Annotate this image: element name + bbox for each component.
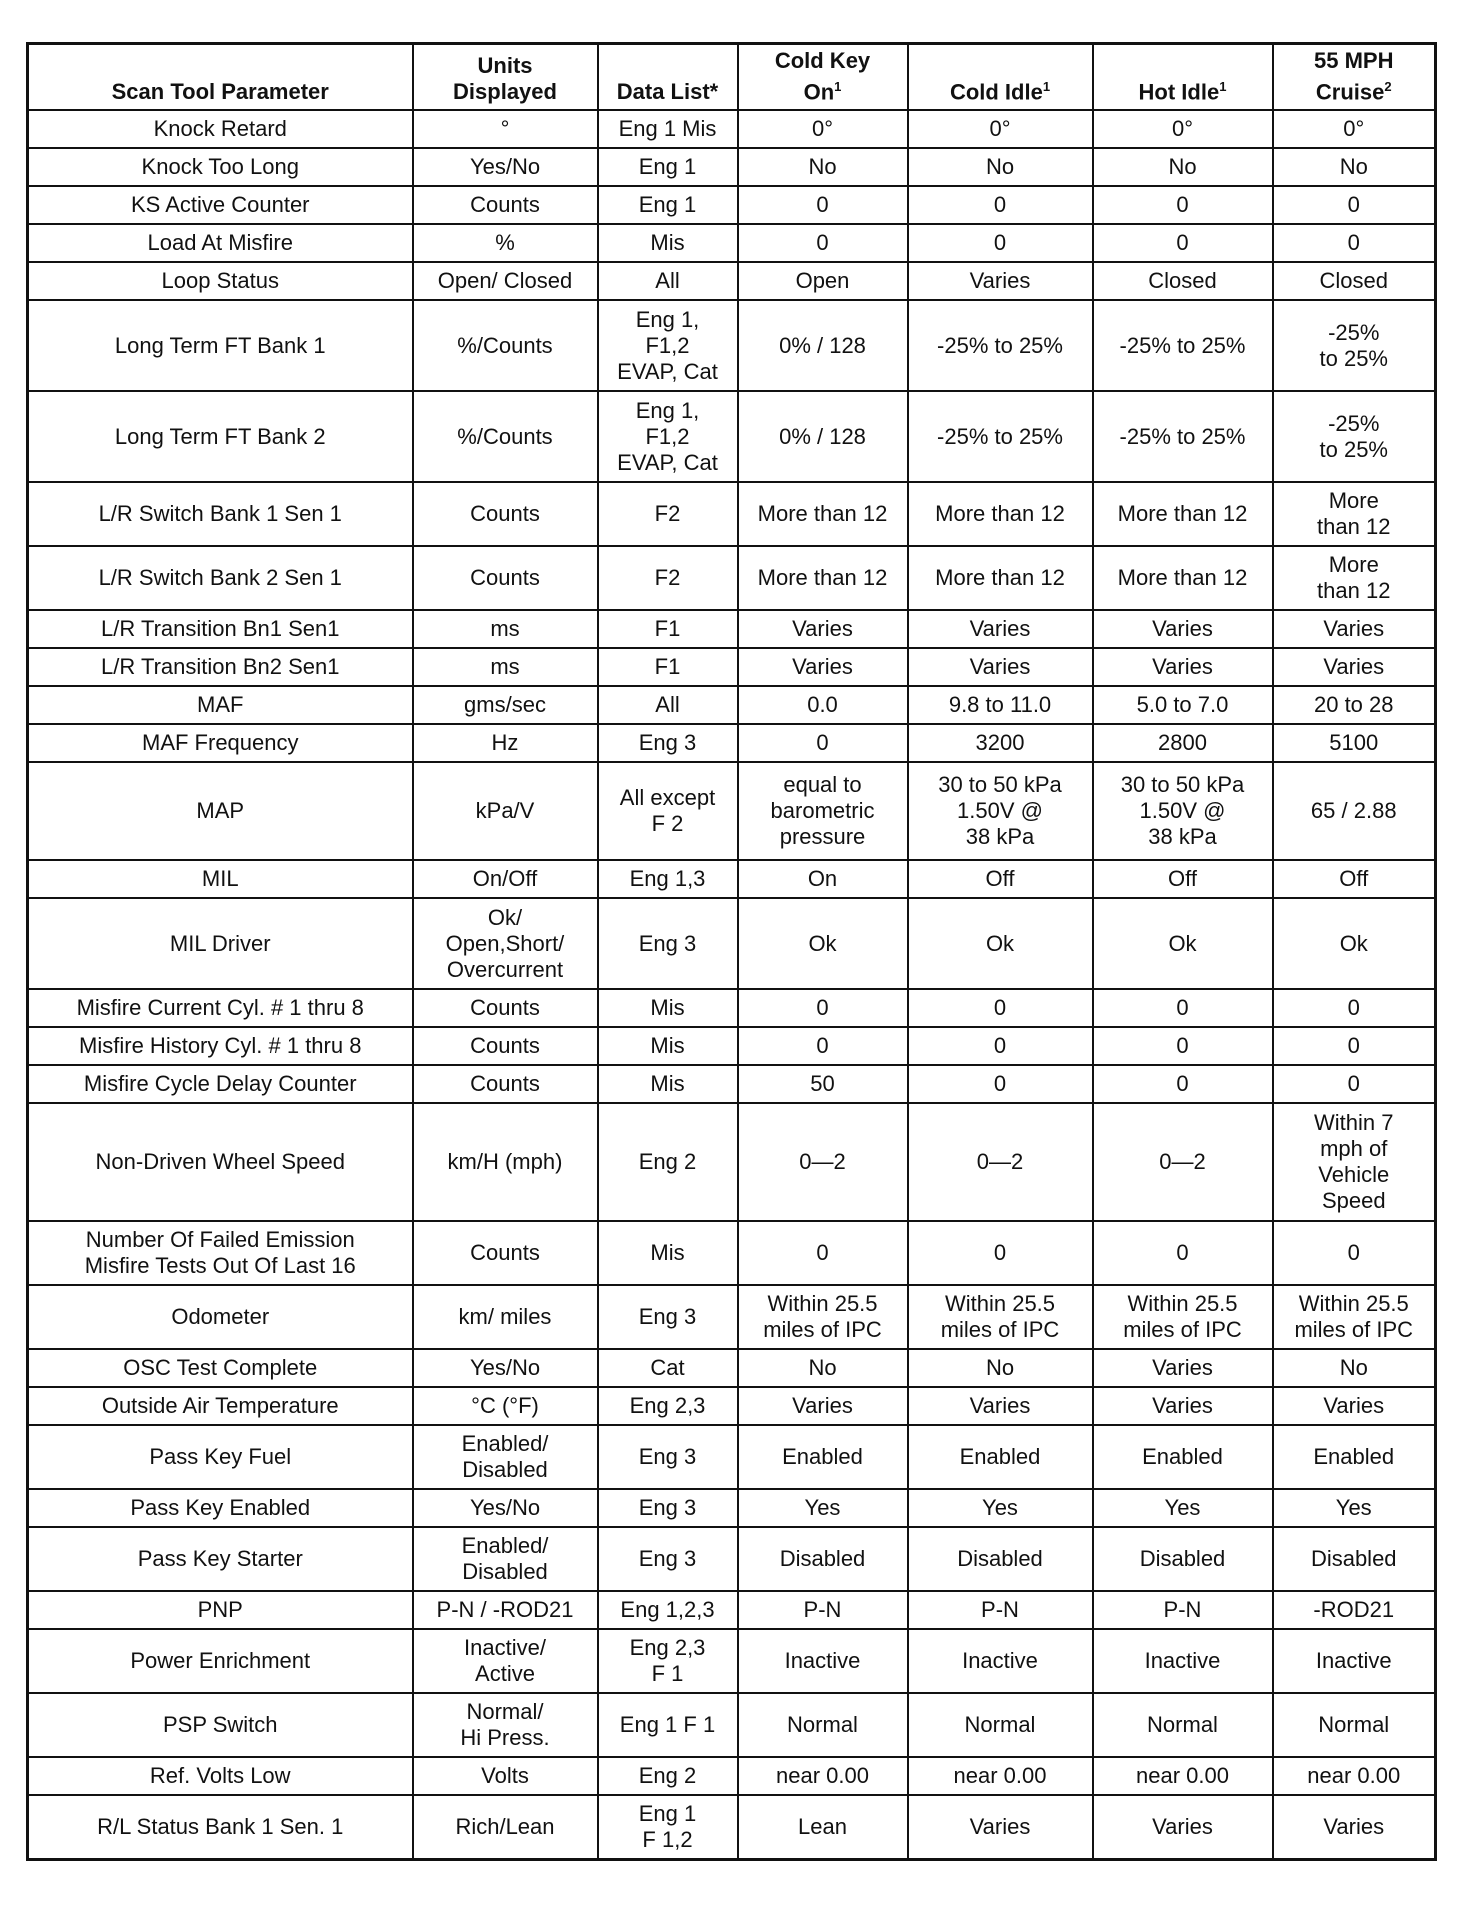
header-units-displayed: [413, 44, 598, 111]
cold-idle-cell: 0: [908, 186, 1093, 224]
table-row: [28, 1103, 1436, 1221]
cold-key-on-cell: Normal: [738, 1693, 908, 1757]
data-list-cell: Eng 1: [598, 186, 738, 224]
cruise-cell: 0: [1273, 186, 1436, 224]
hot-idle-cell: Off: [1093, 860, 1273, 898]
data-list-cell: Eng 3: [598, 724, 738, 762]
header-55-mph-cruise: [1273, 44, 1436, 111]
cruise-cell: Ok: [1273, 898, 1436, 989]
units-cell: ms: [413, 648, 598, 686]
header-label: Units Displayed: [453, 53, 557, 104]
parameter-cell: Pass Key Enabled: [28, 1489, 413, 1527]
units-cell: Yes/No: [413, 148, 598, 186]
table-row: [28, 762, 1436, 860]
cruise-cell: Yes: [1273, 1489, 1436, 1527]
hot-idle-cell: 2800: [1093, 724, 1273, 762]
parameter-cell: Knock Retard: [28, 110, 413, 148]
data-list-cell: F2: [598, 482, 738, 546]
cold-idle-cell: Disabled: [908, 1527, 1093, 1591]
cruise-cell: Enabled: [1273, 1425, 1436, 1489]
hot-idle-cell: 30 to 50 kPa 1.50V @ 38 kPa: [1093, 762, 1273, 860]
parameter-cell: Misfire Cycle Delay Counter: [28, 1065, 413, 1103]
cold-key-on-cell: On: [738, 860, 908, 898]
scan-tool-data-sheet: [26, 42, 1437, 1861]
units-cell: Enabled/ Disabled: [413, 1425, 598, 1489]
table-row: [28, 989, 1436, 1027]
cruise-cell: Varies: [1273, 1387, 1436, 1425]
cruise-cell: Disabled: [1273, 1527, 1436, 1591]
cold-key-on-cell: 0% / 128: [738, 391, 908, 482]
table-row: [28, 860, 1436, 898]
hot-idle-cell: More than 12: [1093, 546, 1273, 610]
cold-idle-cell: 30 to 50 kPa 1.50V @ 38 kPa: [908, 762, 1093, 860]
parameter-cell: Pass Key Fuel: [28, 1425, 413, 1489]
data-list-cell: Eng 1 F 1,2: [598, 1795, 738, 1859]
hot-idle-cell: 0: [1093, 1221, 1273, 1285]
hot-idle-cell: No: [1093, 148, 1273, 186]
data-list-cell: Eng 2,3: [598, 1387, 738, 1425]
units-cell: Hz: [413, 724, 598, 762]
units-cell: Counts: [413, 1065, 598, 1103]
units-cell: Yes/No: [413, 1349, 598, 1387]
table-row: [28, 724, 1436, 762]
cruise-cell: 0: [1273, 224, 1436, 262]
cold-key-on-cell: 0: [738, 186, 908, 224]
cold-key-on-cell: Inactive: [738, 1629, 908, 1693]
cold-key-on-cell: Varies: [738, 610, 908, 648]
hot-idle-cell: 0: [1093, 1027, 1273, 1065]
units-cell: Counts: [413, 1221, 598, 1285]
cold-idle-cell: More than 12: [908, 482, 1093, 546]
cold-idle-cell: P-N: [908, 1591, 1093, 1629]
cold-idle-cell: 0: [908, 1065, 1093, 1103]
hot-idle-cell: 0: [1093, 186, 1273, 224]
cold-idle-cell: Inactive: [908, 1629, 1093, 1693]
cold-key-on-cell: Yes: [738, 1489, 908, 1527]
cold-key-on-cell: 0.0: [738, 686, 908, 724]
table-row: [28, 1027, 1436, 1065]
cold-idle-cell: Varies: [908, 648, 1093, 686]
cold-key-on-cell: More than 12: [738, 546, 908, 610]
cruise-cell: Varies: [1273, 648, 1436, 686]
cruise-cell: 5100: [1273, 724, 1436, 762]
hot-idle-cell: P-N: [1093, 1591, 1273, 1629]
units-cell: km/ miles: [413, 1285, 598, 1349]
cruise-cell: -25% to 25%: [1273, 391, 1436, 482]
table-row: [28, 610, 1436, 648]
header-label: Cold Key On: [774, 47, 871, 104]
data-list-cell: Eng 2: [598, 1757, 738, 1795]
cold-idle-cell: 0: [908, 1221, 1093, 1285]
data-list-cell: Mis: [598, 989, 738, 1027]
cruise-cell: 0°: [1273, 110, 1436, 148]
cold-key-on-cell: 0: [738, 224, 908, 262]
table-row: [28, 1349, 1436, 1387]
table-row: [28, 1425, 1436, 1489]
cold-key-on-cell: No: [738, 148, 908, 186]
data-list-cell: All: [598, 262, 738, 300]
parameter-cell: KS Active Counter: [28, 186, 413, 224]
cruise-cell: -ROD21: [1273, 1591, 1436, 1629]
header-scan-tool-parameter: [28, 44, 413, 111]
header-hot-idle: [1093, 44, 1273, 111]
cold-idle-cell: No: [908, 148, 1093, 186]
cold-idle-cell: Varies: [908, 610, 1093, 648]
cold-idle-cell: Ok: [908, 898, 1093, 989]
data-list-cell: Eng 3: [598, 898, 738, 989]
table-row: [28, 898, 1436, 989]
cold-key-on-cell: Disabled: [738, 1527, 908, 1591]
hot-idle-cell: 0°: [1093, 110, 1273, 148]
units-cell: Counts: [413, 186, 598, 224]
table-row: [28, 1221, 1436, 1285]
data-list-cell: Cat: [598, 1349, 738, 1387]
table-row: [28, 300, 1436, 391]
table-row: [28, 262, 1436, 300]
cruise-cell: Closed: [1273, 262, 1436, 300]
cruise-cell: No: [1273, 148, 1436, 186]
header-label: Data List*: [616, 79, 719, 104]
parameter-cell: Power Enrichment: [28, 1629, 413, 1693]
cold-key-on-cell: equal to barometric pressure: [738, 762, 908, 860]
parameter-cell: Odometer: [28, 1285, 413, 1349]
parameter-cell: MAF Frequency: [28, 724, 413, 762]
cruise-cell: 0: [1273, 1221, 1436, 1285]
cruise-cell: Within 25.5 miles of IPC: [1273, 1285, 1436, 1349]
footnote-marker: 2: [1384, 78, 1392, 94]
units-cell: °: [413, 110, 598, 148]
data-list-cell: F2: [598, 546, 738, 610]
units-cell: Counts: [413, 1027, 598, 1065]
cold-key-on-cell: Varies: [738, 648, 908, 686]
hot-idle-cell: Ok: [1093, 898, 1273, 989]
cold-idle-cell: Varies: [908, 1387, 1093, 1425]
table-row: [28, 1629, 1436, 1693]
data-list-cell: Eng 2,3 F 1: [598, 1629, 738, 1693]
data-list-cell: Eng 1, F1,2 EVAP, Cat: [598, 300, 738, 391]
parameter-cell: Long Term FT Bank 1: [28, 300, 413, 391]
hot-idle-cell: Normal: [1093, 1693, 1273, 1757]
header-row: [28, 44, 1436, 111]
parameter-cell: Load At Misfire: [28, 224, 413, 262]
parameter-cell: PNP: [28, 1591, 413, 1629]
parameter-cell: L/R Transition Bn1 Sen1: [28, 610, 413, 648]
data-list-cell: F1: [598, 610, 738, 648]
parameter-cell: L/R Transition Bn2 Sen1: [28, 648, 413, 686]
table-row: [28, 110, 1436, 148]
parameter-cell: Long Term FT Bank 2: [28, 391, 413, 482]
cold-key-on-cell: Open: [738, 262, 908, 300]
units-cell: %/Counts: [413, 300, 598, 391]
table-row: [28, 482, 1436, 546]
footnote-marker: 1: [1219, 78, 1227, 94]
header-label: Hot Idle: [1138, 79, 1220, 104]
cruise-cell: 20 to 28: [1273, 686, 1436, 724]
cold-idle-cell: 0—2: [908, 1103, 1093, 1221]
parameter-cell: MAP: [28, 762, 413, 860]
cruise-cell: More than 12: [1273, 546, 1436, 610]
units-cell: Ok/ Open,Short/ Overcurrent: [413, 898, 598, 989]
cold-idle-cell: Within 25.5 miles of IPC: [908, 1285, 1093, 1349]
cold-key-on-cell: 0—2: [738, 1103, 908, 1221]
table-row: [28, 686, 1436, 724]
data-list-cell: Eng 1, F1,2 EVAP, Cat: [598, 391, 738, 482]
hot-idle-cell: Varies: [1093, 1795, 1273, 1859]
cold-key-on-cell: Lean: [738, 1795, 908, 1859]
units-cell: Normal/ Hi Press.: [413, 1693, 598, 1757]
table-row: [28, 186, 1436, 224]
cold-idle-cell: -25% to 25%: [908, 391, 1093, 482]
parameter-cell: Knock Too Long: [28, 148, 413, 186]
hot-idle-cell: near 0.00: [1093, 1757, 1273, 1795]
units-cell: Counts: [413, 989, 598, 1027]
cold-key-on-cell: Varies: [738, 1387, 908, 1425]
cold-key-on-cell: 0% / 128: [738, 300, 908, 391]
parameter-cell: L/R Switch Bank 2 Sen 1: [28, 546, 413, 610]
cold-idle-cell: 9.8 to 11.0: [908, 686, 1093, 724]
cruise-cell: More than 12: [1273, 482, 1436, 546]
cold-key-on-cell: 50: [738, 1065, 908, 1103]
cruise-cell: Within 7 mph of Vehicle Speed: [1273, 1103, 1436, 1221]
data-list-cell: Eng 1: [598, 148, 738, 186]
hot-idle-cell: Varies: [1093, 648, 1273, 686]
table-row: [28, 1285, 1436, 1349]
cold-idle-cell: near 0.00: [908, 1757, 1093, 1795]
data-list-cell: Eng 1,2,3: [598, 1591, 738, 1629]
data-list-cell: All: [598, 686, 738, 724]
units-cell: Enabled/ Disabled: [413, 1527, 598, 1591]
units-cell: P-N / -ROD21: [413, 1591, 598, 1629]
data-list-cell: Eng 1 F 1: [598, 1693, 738, 1757]
cold-idle-cell: 0: [908, 224, 1093, 262]
hot-idle-cell: Varies: [1093, 1387, 1273, 1425]
units-cell: ms: [413, 610, 598, 648]
parameter-cell: R/L Status Bank 1 Sen. 1: [28, 1795, 413, 1859]
units-cell: %: [413, 224, 598, 262]
data-list-cell: Eng 1,3: [598, 860, 738, 898]
hot-idle-cell: More than 12: [1093, 482, 1273, 546]
hot-idle-cell: Enabled: [1093, 1425, 1273, 1489]
cold-idle-cell: Off: [908, 860, 1093, 898]
parameter-cell: Misfire History Cyl. # 1 thru 8: [28, 1027, 413, 1065]
cold-key-on-cell: Enabled: [738, 1425, 908, 1489]
cold-key-on-cell: 0°: [738, 110, 908, 148]
cold-idle-cell: 3200: [908, 724, 1093, 762]
cruise-cell: near 0.00: [1273, 1757, 1436, 1795]
hot-idle-cell: 5.0 to 7.0: [1093, 686, 1273, 724]
cruise-cell: 0: [1273, 1027, 1436, 1065]
header-cold-key-on: [738, 44, 908, 111]
cruise-cell: Varies: [1273, 610, 1436, 648]
hot-idle-cell: -25% to 25%: [1093, 300, 1273, 391]
hot-idle-cell: Yes: [1093, 1489, 1273, 1527]
hot-idle-cell: -25% to 25%: [1093, 391, 1273, 482]
table-row: [28, 391, 1436, 482]
data-list-cell: Eng 3: [598, 1489, 738, 1527]
hot-idle-cell: Varies: [1093, 1349, 1273, 1387]
header-label: Scan Tool Parameter: [111, 79, 329, 104]
data-list-cell: F1: [598, 648, 738, 686]
header-label: Cold Idle: [949, 79, 1043, 104]
hot-idle-cell: 0: [1093, 989, 1273, 1027]
data-list-cell: Mis: [598, 224, 738, 262]
footnote-marker: 1: [834, 78, 842, 94]
table-row: [28, 648, 1436, 686]
parameter-cell: Number Of Failed Emission Misfire Tests Out Of Last 16: [28, 1221, 413, 1285]
hot-idle-cell: 0—2: [1093, 1103, 1273, 1221]
parameter-cell: OSC Test Complete: [28, 1349, 413, 1387]
cold-idle-cell: 0°: [908, 110, 1093, 148]
cold-idle-cell: 0: [908, 1027, 1093, 1065]
parameter-cell: Outside Air Temperature: [28, 1387, 413, 1425]
parameter-cell: L/R Switch Bank 1 Sen 1: [28, 482, 413, 546]
cold-idle-cell: -25% to 25%: [908, 300, 1093, 391]
hot-idle-cell: Within 25.5 miles of IPC: [1093, 1285, 1273, 1349]
units-cell: Inactive/ Active: [413, 1629, 598, 1693]
header-cold-idle: [908, 44, 1093, 111]
table-row: [28, 1387, 1436, 1425]
units-cell: Yes/No: [413, 1489, 598, 1527]
cold-idle-cell: Normal: [908, 1693, 1093, 1757]
data-list-cell: Eng 3: [598, 1285, 738, 1349]
header-label: 55 MPH Cruise: [1314, 47, 1394, 104]
cold-key-on-cell: 0: [738, 724, 908, 762]
table-row: [28, 1065, 1436, 1103]
cruise-cell: -25% to 25%: [1273, 300, 1436, 391]
cold-key-on-cell: No: [738, 1349, 908, 1387]
parameter-cell: Ref. Volts Low: [28, 1757, 413, 1795]
table-row: [28, 1757, 1436, 1795]
cold-idle-cell: Varies: [908, 1795, 1093, 1859]
units-cell: Open/ Closed: [413, 262, 598, 300]
cold-idle-cell: Varies: [908, 262, 1093, 300]
units-cell: On/Off: [413, 860, 598, 898]
table-header: [28, 44, 1436, 111]
data-list-cell: All except F 2: [598, 762, 738, 860]
units-cell: km/H (mph): [413, 1103, 598, 1221]
table-body: [28, 110, 1436, 1859]
cruise-cell: Inactive: [1273, 1629, 1436, 1693]
units-cell: %/Counts: [413, 391, 598, 482]
cruise-cell: Off: [1273, 860, 1436, 898]
table-row: [28, 1795, 1436, 1859]
cold-key-on-cell: 0: [738, 1221, 908, 1285]
cold-idle-cell: More than 12: [908, 546, 1093, 610]
hot-idle-cell: Closed: [1093, 262, 1273, 300]
hot-idle-cell: 0: [1093, 224, 1273, 262]
hot-idle-cell: Disabled: [1093, 1527, 1273, 1591]
data-list-cell: Mis: [598, 1221, 738, 1285]
table-row: [28, 1489, 1436, 1527]
cold-key-on-cell: 0: [738, 1027, 908, 1065]
data-list-cell: Mis: [598, 1065, 738, 1103]
cold-key-on-cell: near 0.00: [738, 1757, 908, 1795]
parameter-cell: Loop Status: [28, 262, 413, 300]
table-row: [28, 148, 1436, 186]
table-row: [28, 224, 1436, 262]
parameter-cell: Misfire Current Cyl. # 1 thru 8: [28, 989, 413, 1027]
hot-idle-cell: Inactive: [1093, 1629, 1273, 1693]
hot-idle-cell: Varies: [1093, 610, 1273, 648]
table-row: [28, 546, 1436, 610]
parameter-cell: Pass Key Starter: [28, 1527, 413, 1591]
cold-idle-cell: Yes: [908, 1489, 1093, 1527]
cold-key-on-cell: More than 12: [738, 482, 908, 546]
cruise-cell: 65 / 2.88: [1273, 762, 1436, 860]
cold-key-on-cell: P-N: [738, 1591, 908, 1629]
table-row: [28, 1693, 1436, 1757]
units-cell: Counts: [413, 482, 598, 546]
hot-idle-cell: 0: [1093, 1065, 1273, 1103]
cruise-cell: 0: [1273, 1065, 1436, 1103]
units-cell: Counts: [413, 546, 598, 610]
footnote-marker: 1: [1042, 78, 1051, 94]
cold-idle-cell: No: [908, 1349, 1093, 1387]
cruise-cell: Varies: [1273, 1795, 1436, 1859]
cold-idle-cell: 0: [908, 989, 1093, 1027]
parameter-cell: MAF: [28, 686, 413, 724]
table-row: [28, 1591, 1436, 1629]
units-cell: Rich/Lean: [413, 1795, 598, 1859]
units-cell: Volts: [413, 1757, 598, 1795]
scan-tool-parameter-table: [26, 42, 1437, 1861]
data-list-cell: Mis: [598, 1027, 738, 1065]
parameter-cell: MIL: [28, 860, 413, 898]
data-list-cell: Eng 1 Mis: [598, 110, 738, 148]
cold-idle-cell: Enabled: [908, 1425, 1093, 1489]
cold-key-on-cell: Within 25.5 miles of IPC: [738, 1285, 908, 1349]
units-cell: gms/sec: [413, 686, 598, 724]
cruise-cell: Normal: [1273, 1693, 1436, 1757]
data-list-cell: Eng 2: [598, 1103, 738, 1221]
units-cell: kPa/V: [413, 762, 598, 860]
cold-key-on-cell: Ok: [738, 898, 908, 989]
parameter-cell: Non-Driven Wheel Speed: [28, 1103, 413, 1221]
header-data-list: [598, 44, 738, 111]
cruise-cell: No: [1273, 1349, 1436, 1387]
data-list-cell: Eng 3: [598, 1425, 738, 1489]
parameter-cell: MIL Driver: [28, 898, 413, 989]
units-cell: °C (°F): [413, 1387, 598, 1425]
table-row: [28, 1527, 1436, 1591]
cruise-cell: 0: [1273, 989, 1436, 1027]
cold-key-on-cell: 0: [738, 989, 908, 1027]
data-list-cell: Eng 3: [598, 1527, 738, 1591]
parameter-cell: PSP Switch: [28, 1693, 413, 1757]
